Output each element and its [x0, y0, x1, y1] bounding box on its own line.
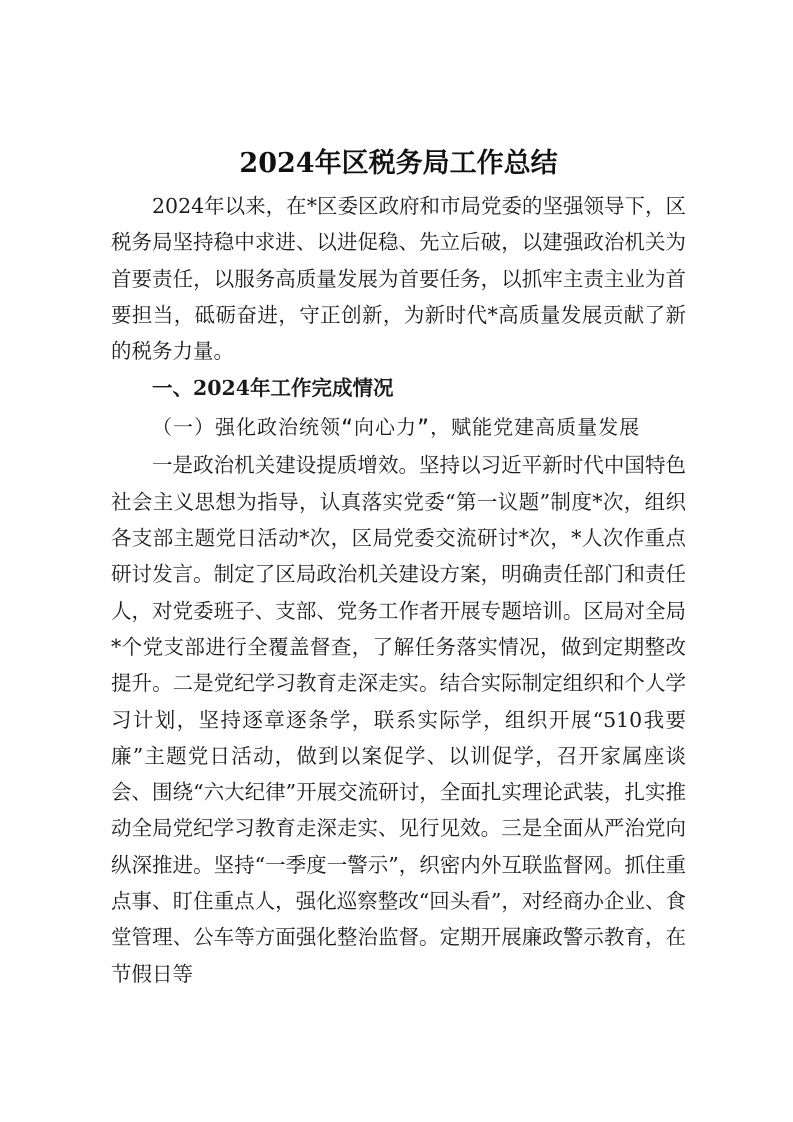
section-heading: 一、2024年工作完成情况 — [152, 376, 394, 401]
document-title: 2024年区税务局工作总结 — [239, 148, 558, 179]
body-paragraph: 一是政治机关建设提质增效。坚持以习近平新时代中国特色社会主义思想为指导，认真落实党委“第一议题”制度*次，组织各支部主题党日活动*次，区局党委交流研讨*次，*人次作重点研讨发言。制定了区局政治机关建设方案，明确责任部门和责任人，对党委班子、支部、党务工作者开展专题培训。区局对全局*个党支部进行全覆盖督查，了解任务落实情况，做到定期整改提升。二是党纪学习教育走深走实。结合实际制定组织和个人学习计划，坚持逐章逐条学，联系实际学，组织开展“510我要廉”主题党日活动，做到以案促学、以训促学，召开家属座谈会、围绕“六大纪律”开展交流研讨，全面扎实理论武装，扎实推动全局党纪学习教育走深走实、见行见效。三是全面从严治党向纵深推进。坚持“一季度一警示”，织密内外互联监督网。抓住重点事、盯住重点人，强化巡察整改“回头看”，对经商办企业、食堂管理、公车等方面强化整治监督。定期开展廉政警示教育，在节假日等 — [111, 453, 686, 986]
subsection-heading: （一）强化政治统领“向心力”，赋能党建高质量发展 — [152, 415, 641, 440]
intro-paragraph: 2024年以来，在*区委区政府和市局党委的坚强领导下，区税务局坚持稳中求进、以进促稳、先立后破，以建强政治机关为首要责任，以服务高质量发展为首要任务，以抓牢主责主业为首要担当，砥砺奋进，守正创新，为新时代*高质量发展贡献了新的税务力量。 — [111, 194, 686, 364]
document-body — [111, 140, 686, 992]
